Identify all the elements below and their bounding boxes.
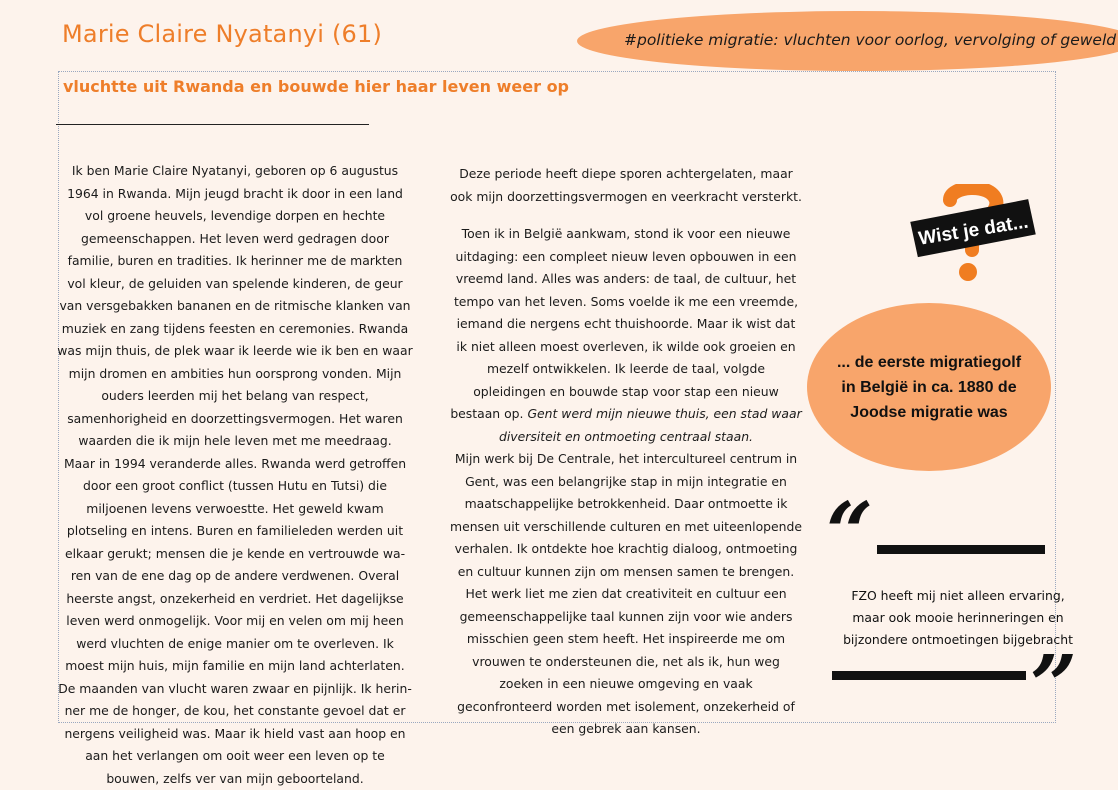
- text-line: Maar in 1994 veranderde alles. Rwanda werd getroffen: [56, 453, 414, 476]
- fact-line: ... de eerste migratiegolf: [807, 350, 1051, 375]
- text-line: verhalen. Ik ontdekte hoe krachtig dialoog, ontmoeting: [441, 538, 811, 561]
- text-line: was mijn thuis, de plek waar ik leerde wie ik ben en waar: [56, 340, 414, 363]
- text-line: vreemd land. Alles was anders: de taal, de cultuur, het: [441, 268, 811, 291]
- text-line: Toen ik in België aankwam, stond ik voor een nieuwe: [441, 223, 811, 246]
- text-line: De maanden van vlucht waren zwaar en pijnlijk. Ik herin-: [56, 678, 414, 701]
- title-divider: [56, 124, 369, 125]
- quote-line: FZO heeft mij niet alleen ervaring,: [838, 585, 1078, 607]
- fact-line: Joodse migratie was: [807, 400, 1051, 425]
- text-line: heerste angst, onzekerheid en verdriet. Het dagelijkse: [56, 588, 414, 611]
- text-line: Het werk liet me zien dat creativiteit en cultuur een: [441, 583, 811, 606]
- text-line: uitdaging: een compleet nieuw leven opbouwen in een: [441, 246, 811, 269]
- text-line: miljoenen levens verwoestte. Het geweld kwam: [56, 498, 414, 521]
- text-line: en cultuur kunnen zijn om mensen samen te brengen.: [441, 561, 811, 584]
- italic-span: Gent werd mijn nieuwe thuis, een stad waar: [527, 406, 801, 421]
- fact-line: in België in ca. 1880 de: [807, 375, 1051, 400]
- text-line: vol groene heuvels, levendige dorpen en hechte: [56, 205, 414, 228]
- text-line: ik niet alleen moest overleven, ik wilde ook groeien en: [441, 336, 811, 359]
- text-line-mixed: [441, 403, 811, 426]
- fact-text: [807, 350, 1051, 425]
- text-line: bouwen, zelfs ver van mijn geboorteland.: [56, 768, 414, 790]
- text-line: aan het verlangen om ooit weer een leven op te: [56, 745, 414, 768]
- text-line: waarden die ik mijn hele leven met me meedraag.: [56, 430, 414, 453]
- text-line: mezelf ontwikkelen. Ik leerde de taal, volgde: [441, 358, 811, 381]
- paragraph-gap: [441, 208, 811, 223]
- text-line: gemeenschappelijke taal kunnen zijn voor wie anders: [441, 606, 811, 629]
- italic-span: diversiteit en ontmoeting centraal staan.: [499, 429, 753, 444]
- text-line: misschien geen stem heeft. Het inspireerde me om: [441, 628, 811, 651]
- text-line: gemeenschappen. Het leven werd gedragen door: [56, 228, 414, 251]
- text-line: Deze periode heeft diepe sporen achtergelaten, maar: [441, 163, 811, 186]
- page-title: Marie Claire Nyatanyi (61): [62, 20, 382, 48]
- story-column-2: [441, 163, 811, 741]
- text-line: ren van de ene dag op de andere verdwenen. Overal: [56, 565, 414, 588]
- close-quote-icon: ”: [1030, 645, 1077, 727]
- text-line: elkaar gerukt; mensen die je kende en vertrouwde wa-: [56, 543, 414, 566]
- text-line: ouders leerden mij het belang van respect,: [56, 385, 414, 408]
- quote-line: bijzondere ontmoetingen bijgebracht: [838, 629, 1078, 651]
- text-line: ook mijn doorzettingsvermogen en veerkracht versterkt.: [441, 186, 811, 209]
- text-line: Mijn werk bij De Centrale, het intercultureel centrum in: [441, 448, 811, 471]
- text-line: familie, buren en tradities. Ik herinner me de markten: [56, 250, 414, 273]
- text-line: moest mijn huis, mijn familie en mijn land achterlaten.: [56, 655, 414, 678]
- text-line: maatschappelijke betrokkenheid. Daar ontmoette ik: [441, 493, 811, 516]
- text-line: een gebrek aan kansen.: [441, 718, 811, 741]
- quote-bar-top: [877, 545, 1045, 554]
- text-line: leven werd onmogelijk. Voor mij en velen om mij heen: [56, 610, 414, 633]
- text-line: mijn dromen en ambities hun oorsprong vonden. Mijn: [56, 363, 414, 386]
- text-line: Gent, was een belangrijke stap in mijn integratie en: [441, 471, 811, 494]
- text-line: van versgebakken bananen en de ritmische klanken van: [56, 295, 414, 318]
- text-line: [441, 426, 811, 449]
- text-line: Ik ben Marie Claire Nyatanyi, geboren op 6 augustus: [56, 160, 414, 183]
- text-line: werd vluchten de enige manier om te overleven. Ik: [56, 633, 414, 656]
- text-line: iemand die nergens echt thuishoorde. Maar ik wist dat: [441, 313, 811, 336]
- text-line: 1964 in Rwanda. Mijn jeugd bracht ik door in een land: [56, 183, 414, 206]
- quote-line: maar ook mooie herinneringen en: [838, 607, 1078, 629]
- text-line: ner me de honger, de kou, het constante gevoel dat er: [56, 700, 414, 723]
- text-line: muziek en zang tijdens feesten en ceremonies. Rwanda: [56, 318, 414, 341]
- wist-je-dat-label: Wist je dat...: [917, 212, 1030, 250]
- text-line: vrouwen te ondersteunen die, net als ik, hun weg: [441, 651, 811, 674]
- text-line: nergens veiligheid was. Maar ik hield vast aan hoop en: [56, 723, 414, 746]
- category-tag: #politieke migratie: vluchten voor oorlog, vervolging of geweld: [624, 31, 1116, 49]
- story-column-1: [56, 160, 414, 790]
- quote-bar-bottom: [832, 671, 1026, 680]
- text-line: geconfronteerd worden met isolement, onzekerheid of: [441, 696, 811, 719]
- text-line: vol kleur, de geluiden van spelende kinderen, de geur: [56, 273, 414, 296]
- text-span: bestaan op.: [450, 406, 523, 421]
- text-line: tempo van het leven. Soms voelde ik me een vreemde,: [441, 291, 811, 314]
- page-subtitle: vluchtte uit Rwanda en bouwde hier haar leven weer op: [63, 77, 569, 96]
- open-quote-icon: “: [826, 492, 873, 574]
- text-line: plotseling en intens. Buren en familieleden werden uit: [56, 520, 414, 543]
- wist-je-dat-logo: [910, 184, 1038, 284]
- text-line: zoeken in een nieuwe omgeving en vaak: [441, 673, 811, 696]
- text-line: mensen uit verschillende culturen en met uiteenlopende: [441, 516, 811, 539]
- text-line: opleidingen en bouwde stap voor stap een nieuw: [441, 381, 811, 404]
- text-line: door een groot conflict (tussen Hutu en Tutsi) die: [56, 475, 414, 498]
- text-line: samenhorigheid en doorzettingsvermogen. Het waren: [56, 408, 414, 431]
